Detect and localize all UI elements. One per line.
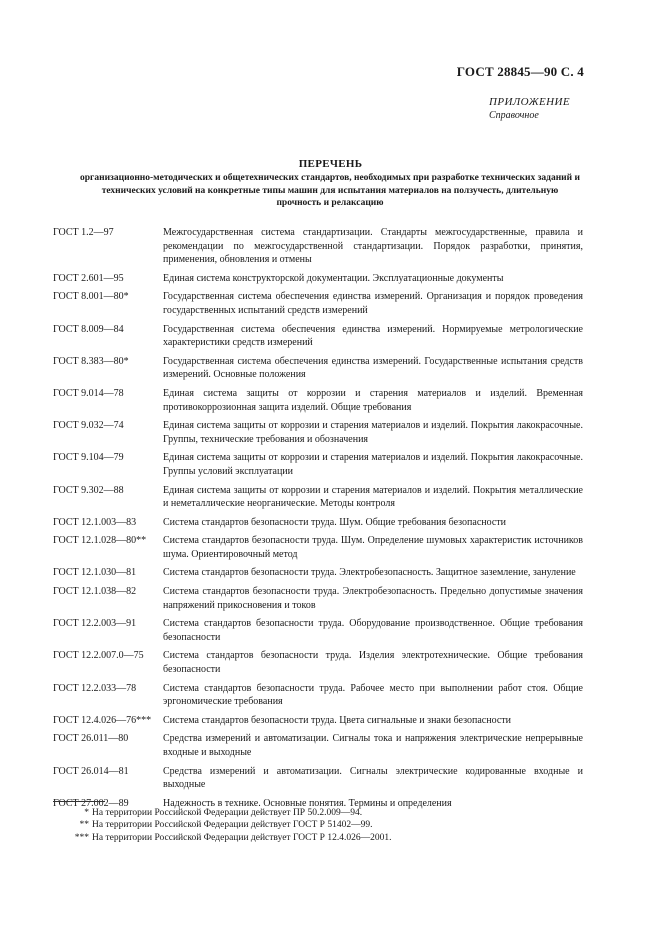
standard-description: Система стандартов безопасности труда. Шум. Определение шумовых характеристик источников шума. Ориентировочный метод xyxy=(163,535,583,560)
standard-description: Система стандартов безопасности труда. Шум. Общие требования безопасности xyxy=(163,516,507,528)
standard-row xyxy=(53,290,583,317)
standard-description: Государственная система обеспечения единства измерений. Организация и порядок проведения государственных испытаний средств измерений xyxy=(163,291,583,316)
standard-description: Единая система конструкторской документации. Эксплуатационные документы xyxy=(163,272,504,284)
standard-row xyxy=(53,516,583,530)
standard-row xyxy=(53,323,583,350)
standard-code: ГОСТ 1.2—97 xyxy=(53,227,114,238)
standard-code: ГОСТ 12.4.026—76*** xyxy=(53,714,152,726)
standard-code: ГОСТ 8.383—80* xyxy=(53,355,129,367)
standard-description: Единая система защиты от коррозии и старения материалов и изделий. Покрытия металлические и неметаллические неорганические. Методы контроля xyxy=(163,484,583,510)
standard-row xyxy=(53,682,583,709)
standard-row xyxy=(53,272,583,286)
standard-row xyxy=(53,484,583,511)
standard-code: ГОСТ 26.014—81 xyxy=(53,765,129,777)
standard-code: ГОСТ 12.2.007.0—75 xyxy=(53,650,144,662)
footnote-text: На территории Российской Федерации действует ГОСТ Р 12.4.026—2001. xyxy=(92,832,392,843)
standard-description: Система стандартов безопасности труда. Изделия электротехнические. Общие требования безопасности xyxy=(163,650,583,676)
list-title: ПЕРЕЧЕНЬ xyxy=(298,158,363,170)
document-reference: ГОСТ 28845—90 С. 4 xyxy=(456,64,584,79)
standard-row xyxy=(53,387,583,414)
standard-code: ГОСТ 9.032—74 xyxy=(53,420,124,432)
standard-code: ГОСТ 12.1.030—81 xyxy=(53,567,137,579)
footnote xyxy=(53,807,573,819)
standard-description: Система стандартов безопасности труда. Электробезопасность. Защитное заземление, зануление xyxy=(163,567,576,579)
footnote-mark: ** xyxy=(79,820,89,831)
standard-row xyxy=(53,226,583,267)
standard-code: ГОСТ 12.2.033—78 xyxy=(53,682,137,694)
footnotes xyxy=(53,807,573,844)
standard-code: ГОСТ 9.104—79 xyxy=(53,452,124,464)
footnote-mark: * xyxy=(84,808,89,818)
standard-code: ГОСТ 27.002—89 xyxy=(53,797,129,809)
footnote-divider xyxy=(53,801,105,802)
standard-row xyxy=(53,566,583,580)
standard-description: Единая система защиты от коррозии и старения материалов и изделий. Покрытия лакокрасочные. Группы, технические требования и обозначения xyxy=(163,420,583,445)
standard-row xyxy=(53,355,583,382)
list-subtitle: организационно-методических и общетехнических стандартов, необходимых при разработке технических заданий и технических условий на конкретные типы машин для испытания материалов на ползучесть, длительную прочность и релаксацию xyxy=(80,173,580,208)
standard-row xyxy=(53,714,583,728)
appendix-type: Справочное xyxy=(489,110,539,121)
standard-description: Государственная система обеспечения единства измерений. Государственные испытания средств измерений. Основные положения xyxy=(163,355,583,381)
footnote xyxy=(53,819,573,831)
standard-row xyxy=(53,585,583,612)
standard-row xyxy=(53,534,583,561)
standard-row xyxy=(53,451,583,478)
standard-description: Система стандартов безопасности труда. Оборудование производственное. Общие требования безопасности xyxy=(163,618,583,643)
standard-code: ГОСТ 2.601—95 xyxy=(53,272,124,284)
standard-description: Государственная система обеспечения единства измерений. Нормируемые метрологические характеристики средств измерений xyxy=(163,323,583,349)
standard-code: ГОСТ 8.001—80* xyxy=(53,291,129,303)
standard-row xyxy=(53,649,583,676)
appendix-label: ПРИЛОЖЕНИЕ xyxy=(489,96,570,108)
standard-code: ГОСТ 26.011—80 xyxy=(53,733,129,745)
standard-row xyxy=(53,732,583,759)
standard-row xyxy=(53,419,583,446)
footnote-mark: *** xyxy=(74,832,89,843)
standard-description: Система стандартов безопасности труда. Рабочее место при выполнении работ стоя. Общие эргономические требования xyxy=(163,682,583,708)
standard-description: Надежность в технике. Основные понятия. Термины и определения xyxy=(163,797,452,809)
standard-row xyxy=(53,617,583,644)
standard-description: Единая система защиты от коррозии и старения материалов и изделий. Покрытия лакокрасочные. Группы условий эксплуатации xyxy=(163,452,583,477)
standard-code: ГОСТ 12.1.028—80** xyxy=(53,535,147,547)
standards-list xyxy=(53,226,583,815)
footnote-text: На территории Российской Федерации действует ПР 50.2.009—94. xyxy=(92,808,363,818)
footnote-text: На территории Российской Федерации действует ГОСТ Р 51402—99. xyxy=(92,820,373,831)
standard-description: Средства измерений и автоматизации. Сигналы электрические кодированные входные и выходные xyxy=(163,765,583,791)
standard-description: Единая система защиты от коррозии и старения материалов и изделий. Временная противокоррозионная защита изделий. Общие требования xyxy=(163,387,583,413)
standard-code: ГОСТ 9.014—78 xyxy=(53,387,124,399)
standard-code: ГОСТ 9.302—88 xyxy=(53,484,124,496)
standard-code: ГОСТ 12.2.003—91 xyxy=(53,618,137,630)
standard-code: ГОСТ 8.009—84 xyxy=(53,323,124,335)
standard-description: Средства измерений и автоматизации. Сигналы тока и напряжения электрические непрерывные входные и выходные xyxy=(163,733,583,758)
footnote xyxy=(53,832,573,844)
standard-description: Межгосударственная система стандартизации. Стандарты межгосударственные, правила и рекомендации по межгосударственной стандартизации. Порядок разработки, принятия, применения, обновления и отмены xyxy=(163,227,583,266)
standard-description: Система стандартов безопасности труда. Электробезопасность. Предельно допустимые значения напряжений прикосновения и токов xyxy=(163,586,583,611)
standard-row xyxy=(53,765,583,792)
standard-description: Система стандартов безопасности труда. Цвета сигнальные и знаки безопасности xyxy=(163,714,511,726)
standard-code: ГОСТ 12.1.038—82 xyxy=(53,586,137,598)
standard-code: ГОСТ 12.1.003—83 xyxy=(53,516,137,528)
